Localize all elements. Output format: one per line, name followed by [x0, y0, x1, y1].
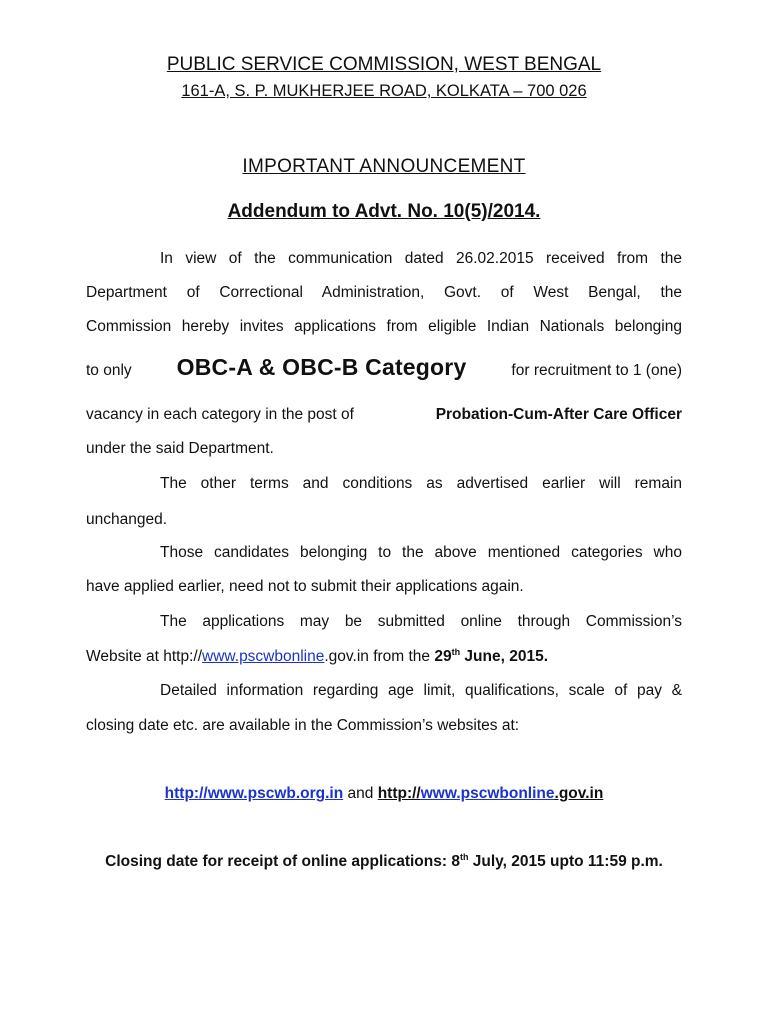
- announcement-title: IMPORTANT ANNOUNCEMENT: [242, 156, 526, 177]
- paragraph-line: unchanged.: [86, 511, 168, 528]
- post-name: Probation-Cum-After Care Officer: [435, 406, 682, 423]
- paragraph-line: Department of Correctional Administration, Govt. of West Bengal, the: [86, 284, 682, 301]
- paragraph-line: closing date etc. are available in the Commission’s websites at:: [86, 717, 520, 734]
- paragraph-line-post: [86, 406, 682, 424]
- date-day: 29: [434, 648, 452, 665]
- category-highlight: OBC-A & OBC-B Category: [176, 354, 467, 380]
- paragraph-line: Those candidates belonging to the above mentioned categories who: [160, 544, 682, 561]
- paragraph-line: under the said Department.: [86, 440, 274, 457]
- paragraph-line: The other terms and conditions as advertised earlier will remain: [160, 475, 682, 492]
- closing-date: [0, 853, 768, 871]
- paragraph-line: In view of the communication dated 26.02.2015 received from the: [160, 250, 682, 267]
- pscwbonline-link[interactable]: www.pscwbonline: [420, 785, 555, 802]
- org-name: PUBLIC SERVICE COMMISSION, WEST BENGAL: [166, 54, 602, 75]
- date-suffix: th: [451, 646, 461, 657]
- text-fragment: .gov.in from the: [324, 648, 431, 665]
- org-address: 161-A, S. P. MUKHERJEE ROAD, KOLKATA – 700 026: [181, 82, 587, 100]
- website-link[interactable]: www.pscwbonline: [202, 648, 325, 665]
- paragraph-line-website: [86, 648, 682, 666]
- paragraph-line-category: [86, 354, 682, 381]
- closing-text-rest: July, 2015 upto 11:59 p.m.: [468, 853, 663, 870]
- paragraph-line: Detailed information regarding age limit, qualifications, scale of pay &: [160, 682, 682, 699]
- text-fragment: vacancy in each category in the post of: [86, 406, 354, 423]
- text-fragment: for recruitment to 1 (one): [511, 362, 682, 379]
- pscwbonline-link-suffix[interactable]: .gov.in: [554, 785, 604, 802]
- text-fragment: Website at http://: [86, 648, 203, 665]
- and-text: and: [343, 785, 378, 802]
- closing-text: Closing date for receipt of online applications: 8: [105, 853, 460, 870]
- paragraph-line: Commission hereby invites applications from eligible Indian Nationals belonging: [86, 318, 682, 335]
- text-fragment: to only: [86, 362, 132, 379]
- paragraph-line: have applied earlier, need not to submit their applications again.: [86, 578, 524, 595]
- pscwbonline-link-prefix[interactable]: http://: [377, 785, 421, 802]
- addendum-title: Addendum to Advt. No. 10(5)/2014.: [227, 201, 541, 222]
- websites-line: [0, 785, 768, 803]
- pscwb-link[interactable]: http://www.pscwb.org.in: [164, 785, 344, 802]
- paragraph-line: The applications may be submitted online through Commission’s: [160, 613, 682, 630]
- closing-suffix: th: [459, 851, 469, 862]
- date-rest: June, 2015.: [460, 648, 549, 665]
